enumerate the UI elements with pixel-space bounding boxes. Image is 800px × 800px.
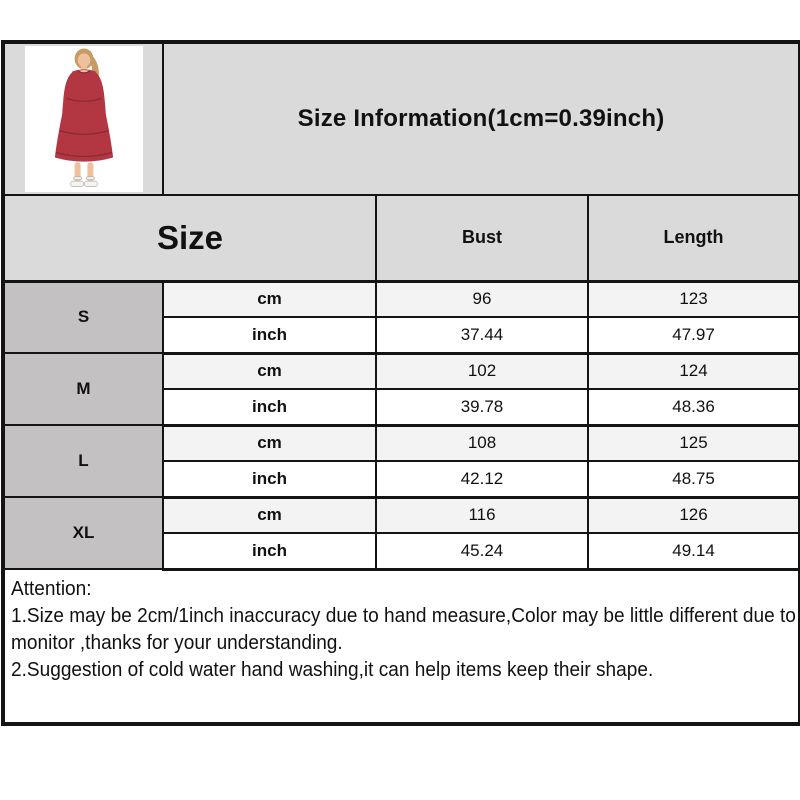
bust-value: 116	[376, 497, 588, 533]
unit-cell: cm	[163, 281, 376, 317]
size-label-l: L	[3, 425, 163, 497]
attention-note-1-cont: monitor ,thanks for your understanding.	[11, 630, 343, 654]
dress-illustration	[25, 46, 143, 192]
length-value: 48.75	[588, 461, 800, 497]
unit-cell: inch	[163, 461, 376, 497]
length-value: 123	[588, 281, 800, 317]
size-label-s: S	[3, 281, 163, 353]
column-header-row	[3, 195, 800, 281]
size-label-m: M	[3, 353, 163, 425]
length-value: 125	[588, 425, 800, 461]
length-value: 47.97	[588, 317, 800, 353]
length-value: 48.36	[588, 389, 800, 425]
unit-cell: cm	[163, 497, 376, 533]
length-header-label: Length	[663, 227, 724, 248]
bust-value: 108	[376, 425, 588, 461]
bust-value: 45.24	[376, 533, 588, 569]
bust-value: 102	[376, 353, 588, 389]
attention-note-1: 1.Size may be 2cm/1inch inaccuracy due to hand measure,Color may be little different due to	[11, 603, 796, 627]
attention-note-2: 2.Suggestion of cold water hand washing,it can help items keep their shape.	[11, 657, 654, 681]
table-row	[3, 281, 800, 317]
bust-header-cell	[376, 195, 588, 281]
size-table	[1, 40, 800, 726]
unit-cell: cm	[163, 425, 376, 461]
unit-cell: inch	[163, 533, 376, 569]
attention-row	[3, 569, 800, 724]
product-image-cell	[3, 42, 163, 195]
bust-value: 39.78	[376, 389, 588, 425]
size-header-label: Size	[156, 218, 224, 256]
size-header-cell	[3, 195, 376, 281]
attention-title: Attention:	[11, 576, 92, 600]
title-cell	[163, 42, 800, 195]
page-title: Size Information(1cm=0.39inch)	[297, 105, 665, 132]
unit-cell: inch	[163, 317, 376, 353]
product-photo	[25, 46, 143, 192]
table-row	[3, 425, 800, 461]
size-label-xl: XL	[3, 497, 163, 569]
bust-header-label: Bust	[462, 227, 502, 248]
attention-cell	[3, 569, 800, 724]
bust-value: 37.44	[376, 317, 588, 353]
table-row	[3, 353, 800, 389]
length-value: 124	[588, 353, 800, 389]
unit-cell: inch	[163, 389, 376, 425]
table-row	[3, 497, 800, 533]
bust-value: 42.12	[376, 461, 588, 497]
length-value: 126	[588, 497, 800, 533]
header-row	[3, 42, 800, 195]
length-header-cell	[588, 195, 800, 281]
unit-cell: cm	[163, 353, 376, 389]
length-value: 49.14	[588, 533, 800, 569]
bust-value: 96	[376, 281, 588, 317]
